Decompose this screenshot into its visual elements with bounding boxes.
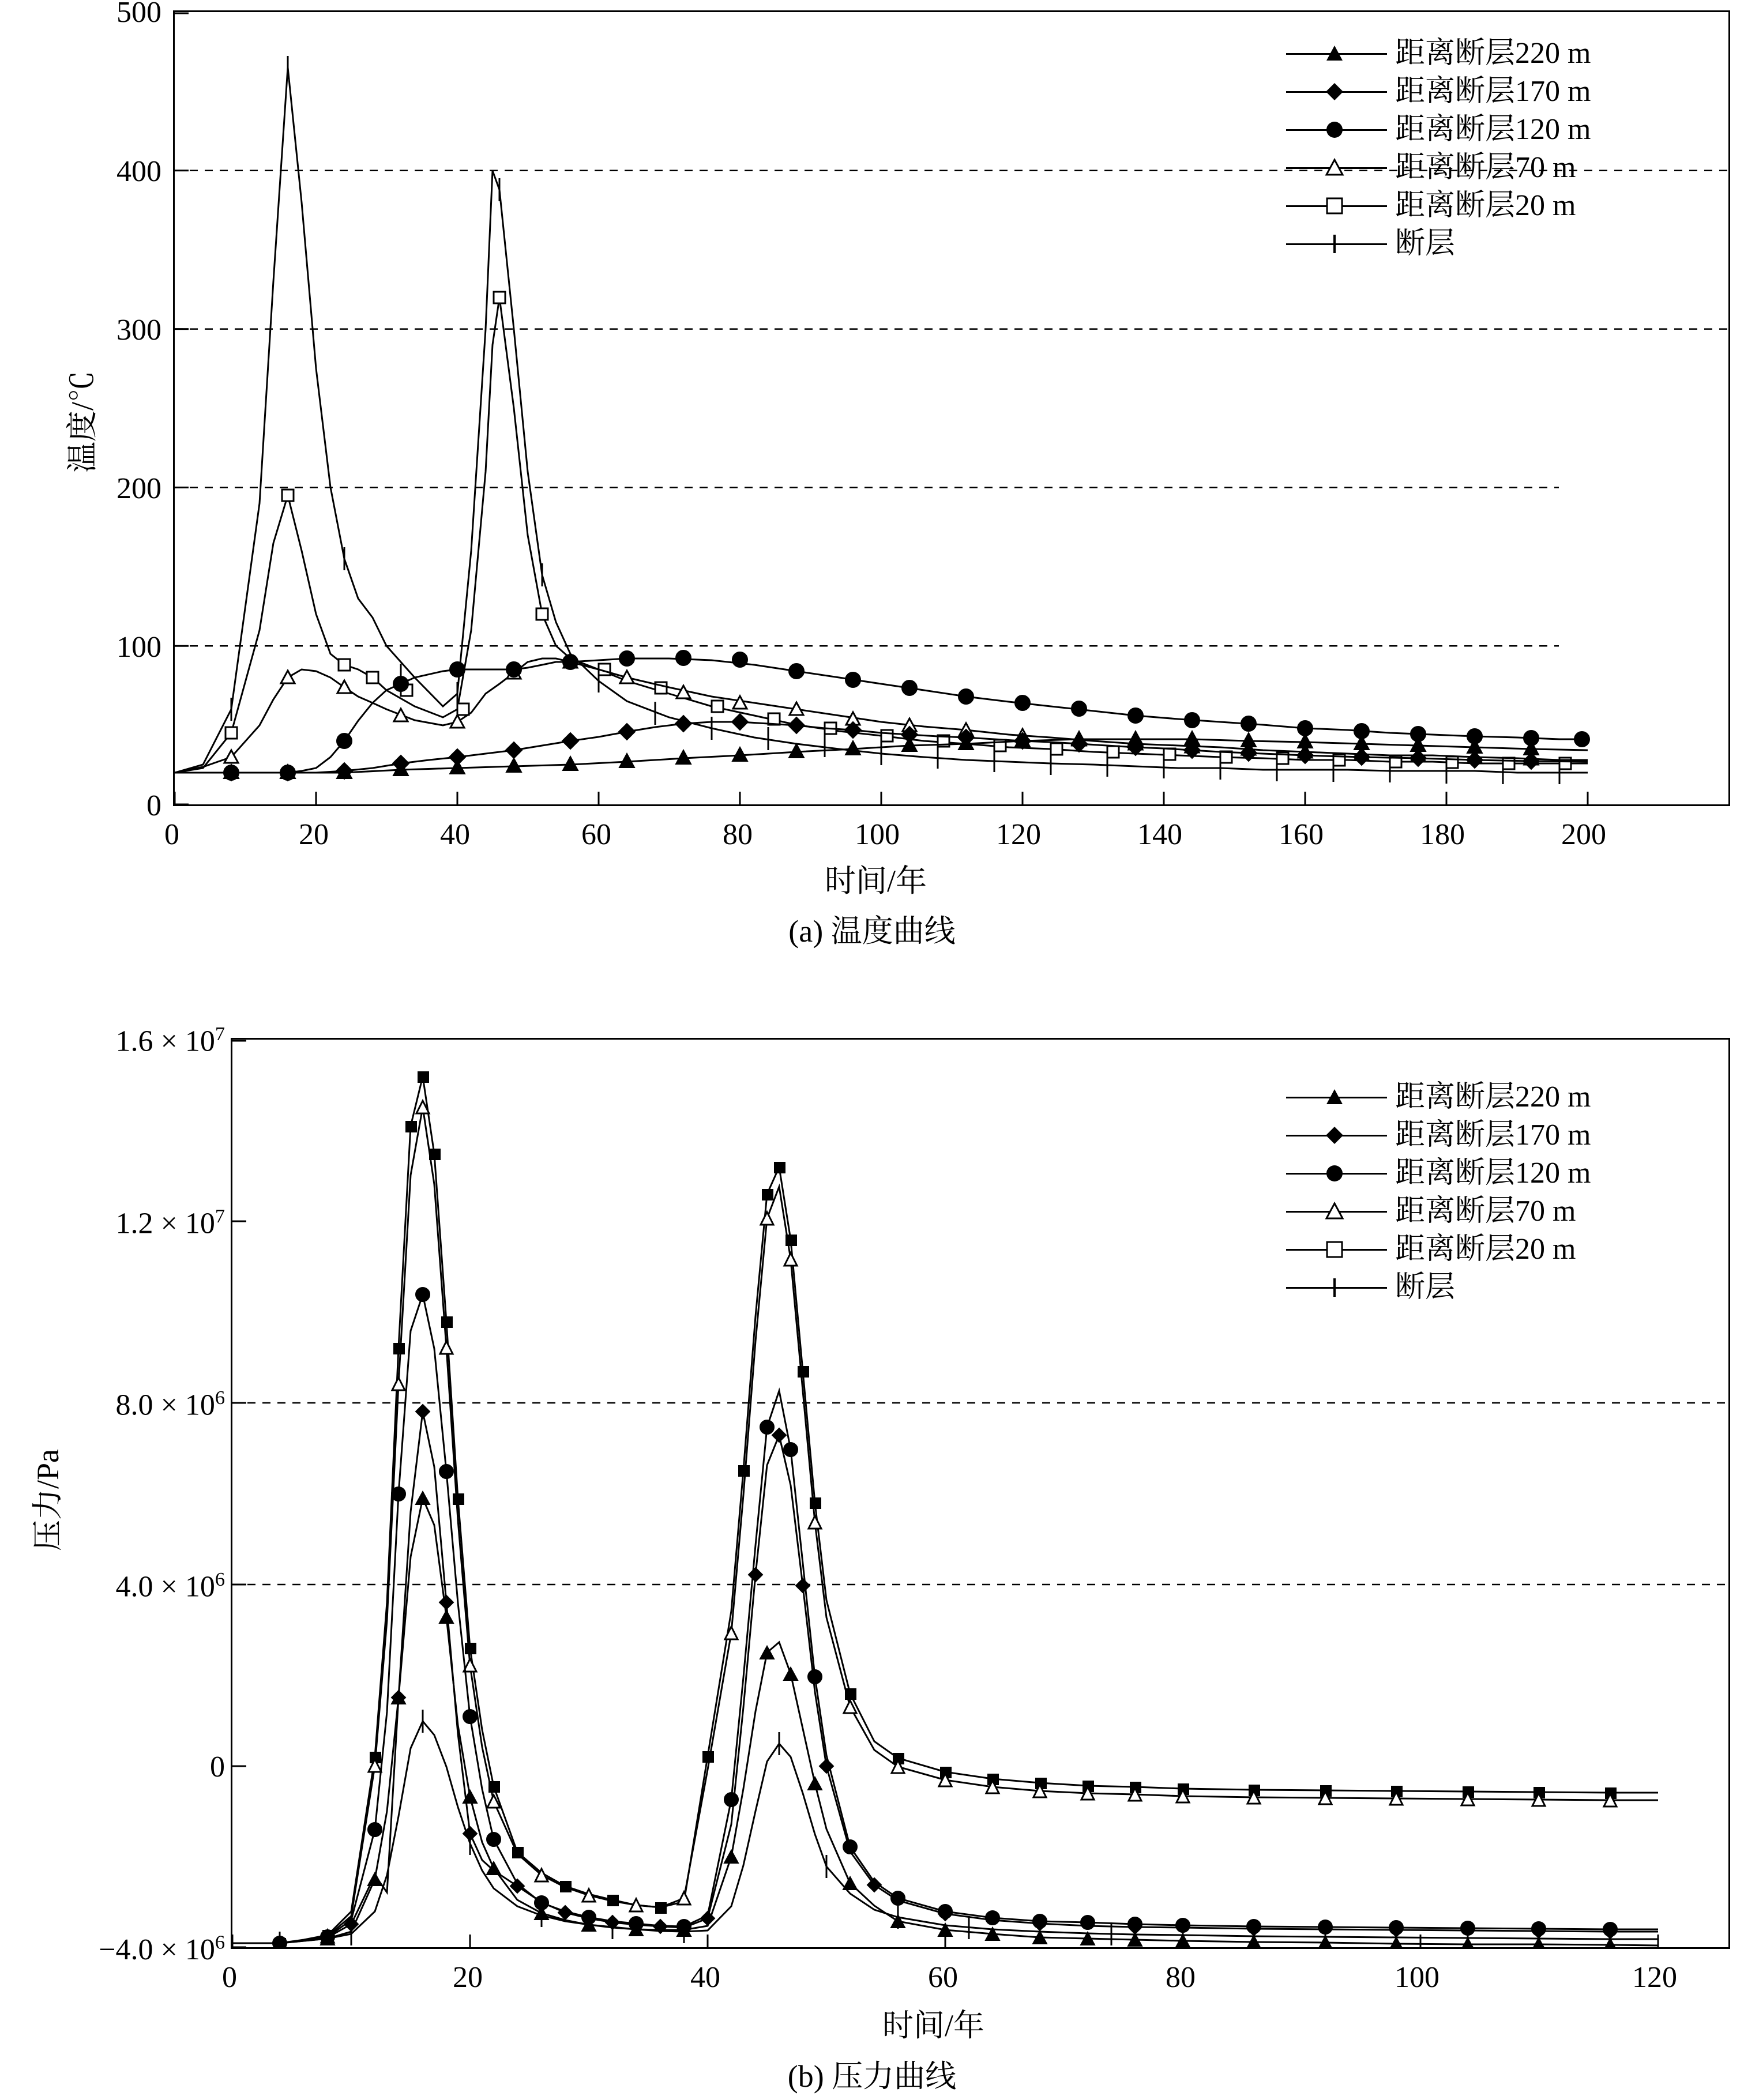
panel-b-x-axis-label: 时间/年 [882, 2008, 985, 2043]
filled-circle-icon [1286, 118, 1387, 141]
panel-b-xtick-60: 60 [928, 1961, 958, 1994]
legend-item-fault-b[interactable] [1286, 1269, 1591, 1307]
panel-b-caption: (b) 压力曲线 [787, 2059, 957, 2094]
panel-a-ytick-400: 400 [116, 155, 161, 188]
panel-a-ytick-0: 0 [146, 789, 161, 822]
legend-label-20m-b: 距离断层20 m [1395, 1233, 1576, 1266]
panel-a-xtick-80: 80 [723, 818, 753, 851]
panel-a-xtick-40: 40 [440, 818, 470, 851]
panel-b-xtick-120: 120 [1632, 1961, 1677, 1994]
legend-item-220m-b[interactable] [1286, 1078, 1591, 1116]
legend-label-fault-b: 断层 [1395, 1271, 1456, 1304]
legend-item-20m[interactable] [1286, 187, 1591, 225]
panel-a-xtick-60: 60 [581, 818, 611, 851]
panel-a-xtick-160: 160 [1279, 818, 1324, 851]
legend-item-220m[interactable] [1286, 35, 1591, 73]
legend-item-170m-b[interactable] [1286, 1116, 1591, 1154]
tick-bar-icon [1286, 232, 1387, 255]
open-square-icon [1286, 1238, 1387, 1261]
panel-a-xtick-200: 200 [1561, 818, 1606, 851]
legend-label-220m: 距离断层220 m [1395, 37, 1591, 70]
panel-b-ytick-8e6: $8.0 \times 10^6$ [115, 1387, 225, 1422]
panel-a-xtick-20: 20 [299, 818, 329, 851]
panel-b-ytick-0: 0 [210, 1751, 225, 1783]
panel-b-ytick--4e6: $-4.0 \times 10^6$ [99, 1932, 225, 1967]
filled-diamond-icon [1286, 80, 1387, 103]
legend-label-170m-b: 距离断层170 m [1395, 1119, 1591, 1151]
panel-b-y-axis-label: 压力/Pa [31, 1448, 65, 1551]
panel-b-ytick-4e6: $4.0 \times 10^6$ [115, 1568, 225, 1604]
filled-diamond-icon [1286, 1124, 1387, 1147]
open-triangle-icon [1286, 1200, 1387, 1223]
panel-b-xtick-100: 100 [1395, 1961, 1439, 1994]
legend-label-70m-b: 距离断层70 m [1395, 1195, 1576, 1228]
filled-triangle-icon [1286, 1086, 1387, 1109]
filled-circle-icon [1286, 1162, 1387, 1185]
legend-item-70m-b[interactable] [1286, 1192, 1591, 1230]
panel-temperature [0, 0, 1744, 974]
panel-a-ytick-200: 200 [116, 472, 161, 505]
legend-item-fault[interactable] [1286, 225, 1591, 263]
panel-a-caption: (a) 温度曲线 [788, 914, 956, 949]
legend-item-120m-b[interactable] [1286, 1154, 1591, 1192]
legend-label-120m: 距离断层120 m [1395, 113, 1591, 146]
legend-item-20m-b[interactable] [1286, 1230, 1591, 1269]
legend-item-70m[interactable] [1286, 149, 1591, 187]
panel-b-ytick-1.6e7: $1.6 \times 10^7$ [115, 1023, 225, 1058]
open-triangle-icon [1286, 156, 1387, 179]
legend-label-fault: 断层 [1395, 227, 1456, 260]
filled-triangle-icon [1286, 42, 1387, 65]
panel-a-xtick-180: 180 [1420, 818, 1465, 851]
legend-item-170m[interactable] [1286, 73, 1591, 111]
panel-a-xtick-0: 0 [164, 818, 179, 851]
panel-a-legend [1286, 35, 1591, 263]
legend-label-120m-b: 距离断层120 m [1395, 1157, 1591, 1190]
legend-label-220m-b: 距离断层220 m [1395, 1081, 1591, 1113]
panel-pressure [0, 974, 1744, 2100]
panel-a-xtick-140: 140 [1137, 818, 1182, 851]
panel-a-ytick-100: 100 [116, 631, 161, 664]
panel-a-ytick-500: 500 [116, 0, 161, 29]
panel-b-xtick-40: 40 [690, 1961, 720, 1994]
tick-bar-icon [1286, 1276, 1387, 1299]
legend-label-170m: 距离断层170 m [1395, 75, 1591, 108]
panel-b-xtick-20: 20 [453, 1961, 483, 1994]
panel-a-xtick-120: 120 [996, 818, 1041, 851]
panel-a-ytick-300: 300 [116, 314, 161, 347]
panel-b-xtick-80: 80 [1166, 1961, 1196, 1994]
panel-a-x-axis-label: 时间/年 [825, 864, 927, 898]
legend-item-120m[interactable] [1286, 111, 1591, 149]
legend-label-20m: 距离断层20 m [1395, 189, 1576, 222]
panel-b-legend [1286, 1078, 1591, 1307]
open-square-icon [1286, 194, 1387, 217]
legend-label-70m: 距离断层70 m [1395, 151, 1576, 184]
panel-b-xtick-0: 0 [222, 1961, 237, 1994]
panel-a-xtick-100: 100 [855, 818, 900, 851]
panel-b-ytick-1.2e7: $1.2 \times 10^7$ [115, 1205, 225, 1240]
panel-a-y-axis-label: 温度/℃ [65, 370, 100, 473]
